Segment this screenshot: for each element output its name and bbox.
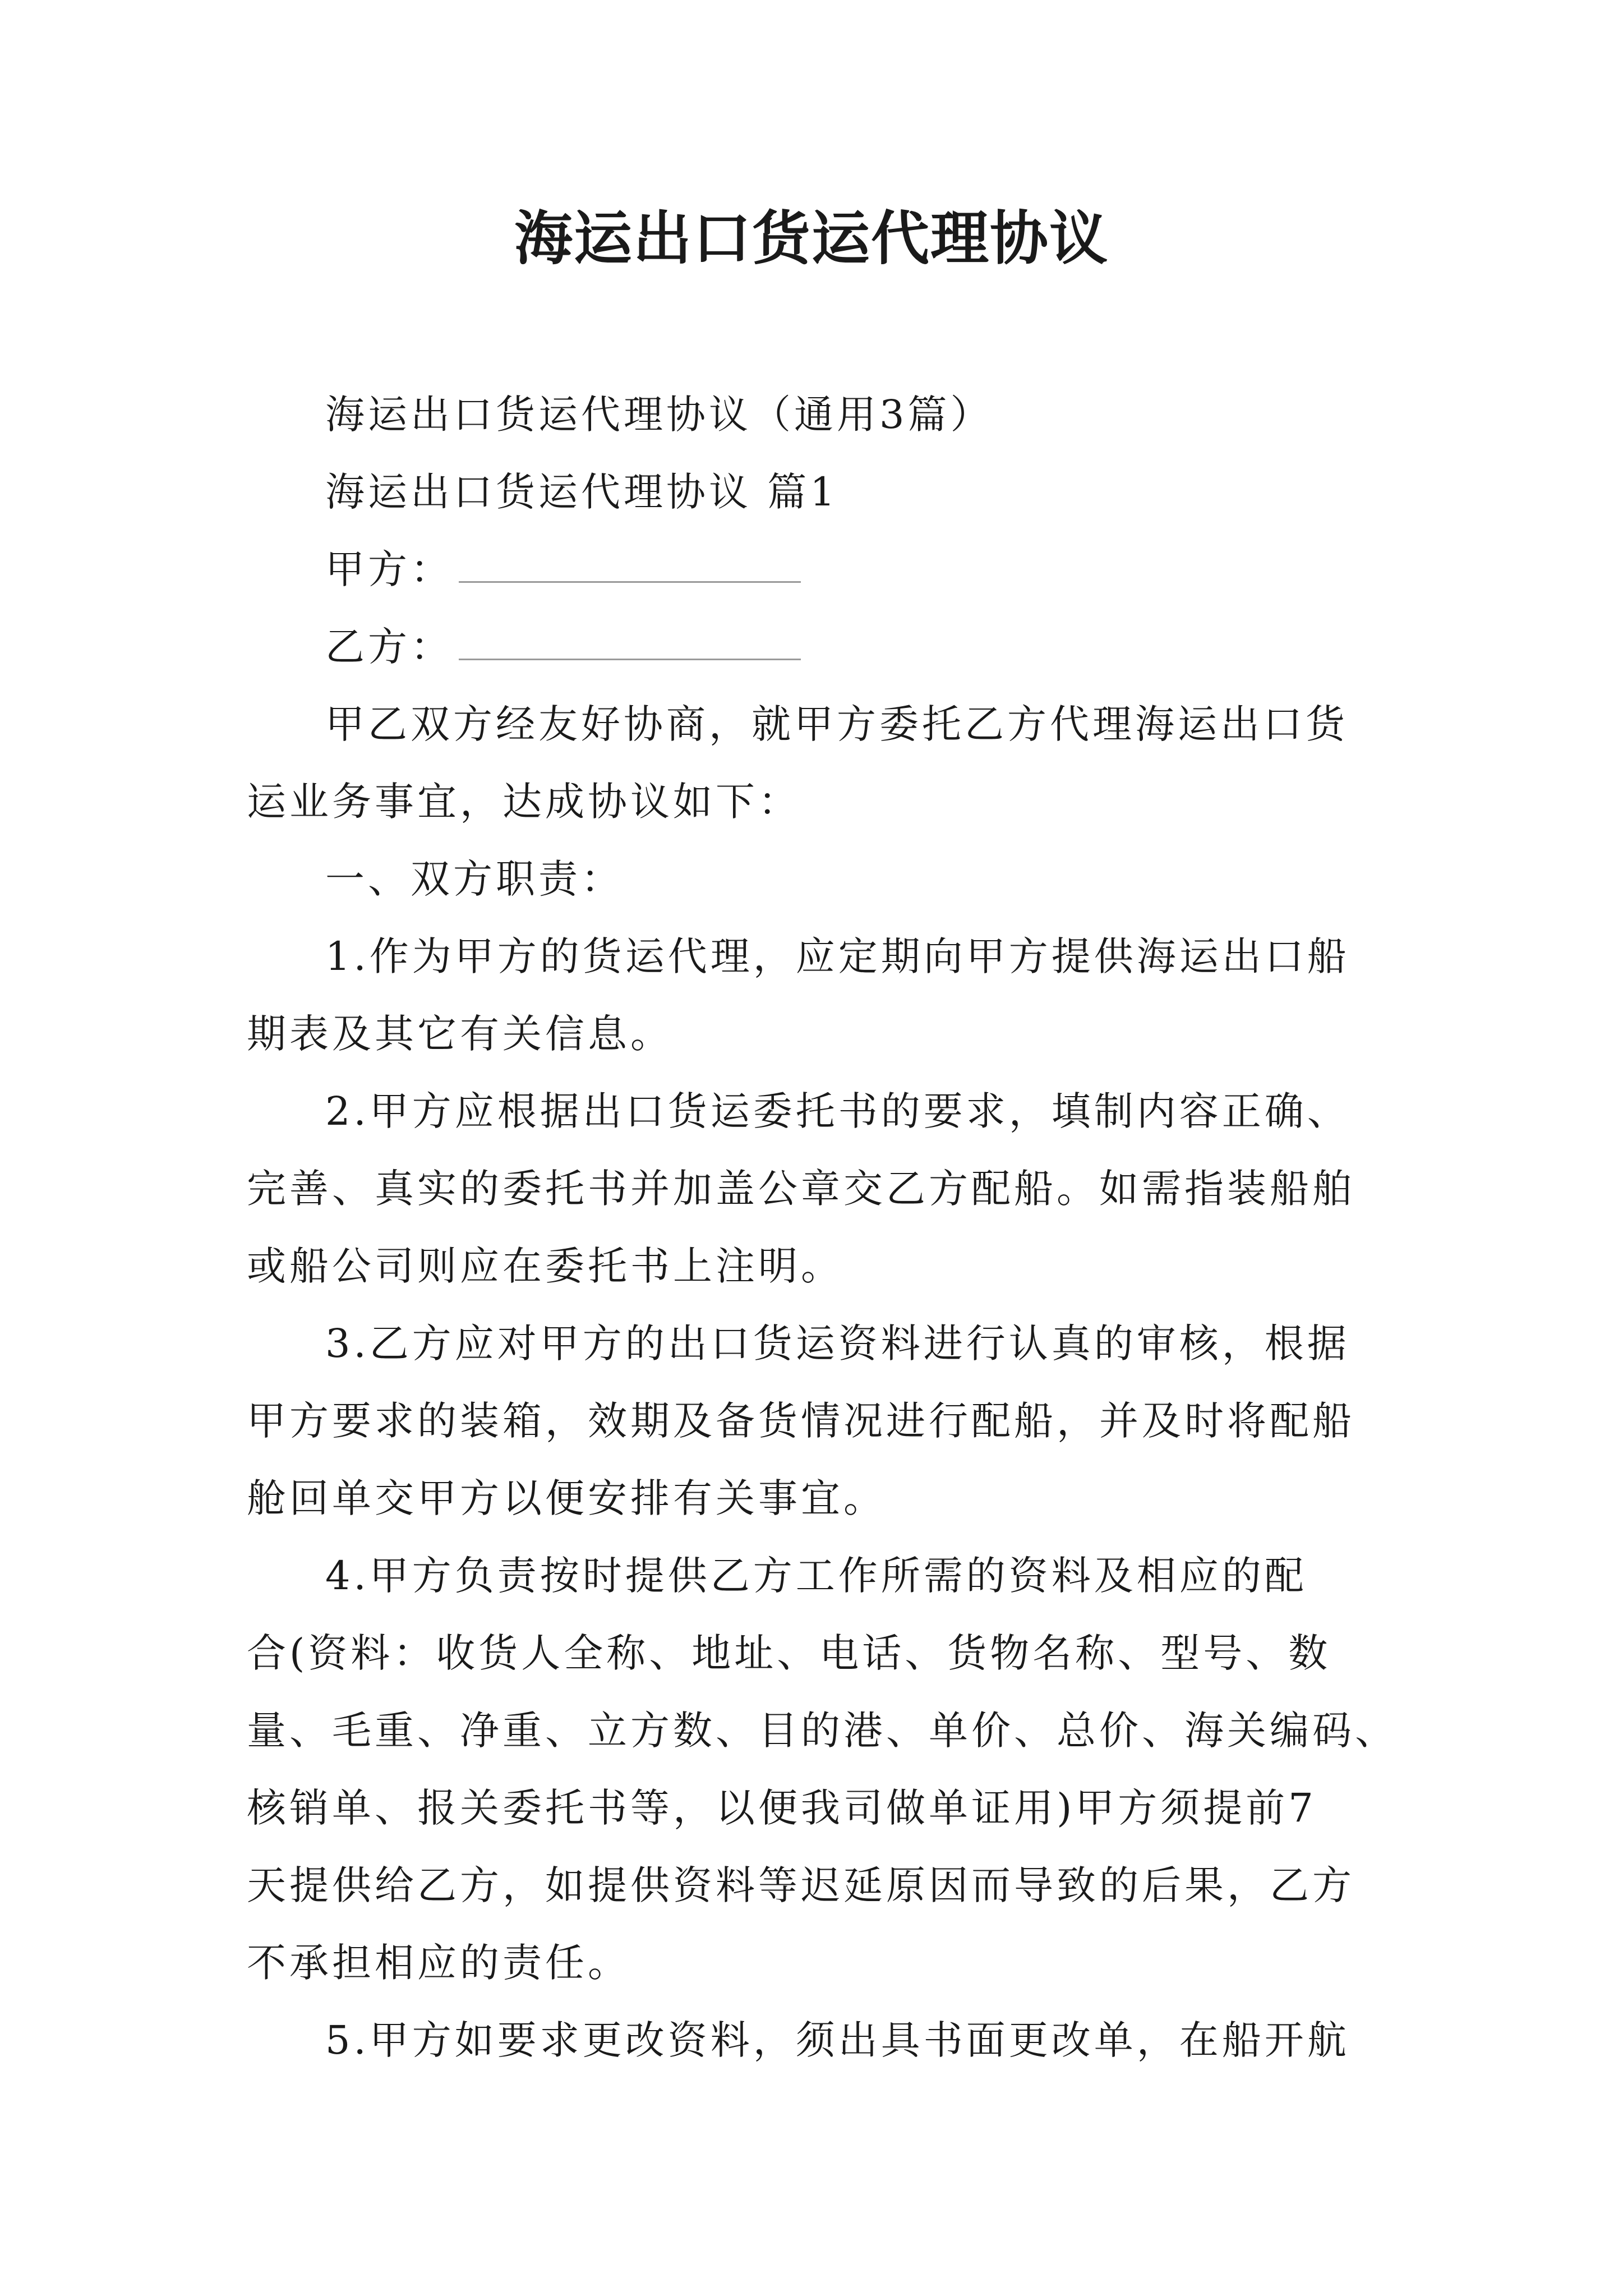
item-line: 量、毛重、净重、立方数、目的港、单价、总价、海关编码、 [247,1708,1398,1754]
item-line: 不承担相应的责任。 [247,1940,630,1986]
item-line: 或船公司则应在委托书上注明。 [247,1243,843,1289]
item-line: 核销单、报关委托书等，以便我司做单证用)甲方须提前7 [247,1785,1317,1831]
intro-line: 甲乙双方经友好协商，就甲方委托乙方代理海运出口货 [325,701,1348,747]
item-line: 5.甲方如要求更改资料，须出具书面更改单，在船开航 [325,2017,1350,2063]
intro-paragraph [247,685,1402,840]
intro-line: 运业务事宜，达成协议如下： [247,779,801,825]
item-line: 3.乙方应对甲方的出口货运资料进行认真的审核，根据 [325,1320,1350,1366]
party-b-blank [459,625,801,660]
party-a-line [247,531,1402,608]
party-a-blank [459,547,801,583]
item-line: 2.甲方应根据出口货运委托书的要求，填制内容正确、 [325,1088,1350,1134]
party-b-line [247,608,1402,685]
section-heading: 海运出口货运代理协议 篇1 [325,469,838,515]
item-3 [247,1305,1402,1537]
party-b-label: 乙方： [325,624,453,670]
item-line: 甲方要求的装箱，效期及备货情况进行配船，并及时将配船 [247,1398,1355,1444]
item-line: 1.作为甲方的货运代理，应定期向甲方提供海运出口船 [325,933,1350,979]
clause-heading: 一、双方职责： [325,856,624,902]
item-line: 4.甲方负责按时提供乙方工作所需的资料及相应的配 [325,1553,1307,1599]
subtitle: 海运出口货运代理协议（通用3篇） [325,392,993,438]
item-line: 舱回单交甲方以便安排有关事宜。 [247,1475,886,1521]
item-1 [247,918,1402,1073]
item-line: 天提供给乙方，如提供资料等迟延原因而导致的后果，乙方 [247,1862,1355,1908]
item-2 [247,1073,1402,1305]
item-line: 完善、真实的委托书并加盖公章交乙方配船。如需指装船舶 [247,1166,1355,1212]
item-4 [247,1537,1402,2001]
document-title: 海运出口货运代理协议 [514,204,1109,273]
item-5 [247,2001,1402,2079]
document-body [247,376,1402,2079]
item-line: 期表及其它有关信息。 [247,1011,673,1057]
item-line: 合(资料：收货人全称、地址、电话、货物名称、型号、数 [247,1630,1331,1676]
party-a-label: 甲方： [325,546,453,592]
